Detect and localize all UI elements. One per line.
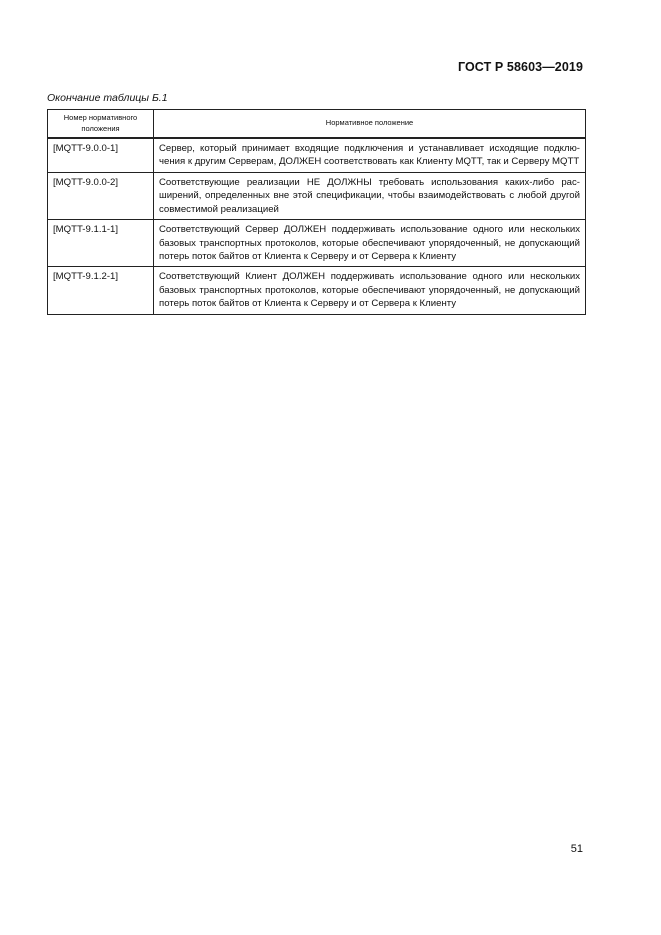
provision-id-cell: [MQTT-9.1.2-1]	[48, 267, 154, 314]
provision-id-cell: [MQTT-9.0.0-1]	[48, 138, 154, 172]
document-code: ГОСТ Р 58603—2019	[457, 60, 583, 74]
provision-id-cell: [MQTT-9.1.1-1]	[48, 220, 154, 267]
table-row	[48, 267, 586, 314]
column-header-provision: Нормативное положение	[154, 110, 586, 139]
table-row	[48, 172, 586, 219]
table-row	[48, 220, 586, 267]
table-header-row	[48, 110, 586, 139]
normative-provisions-table	[47, 109, 586, 315]
table-row	[48, 138, 586, 172]
provision-id-cell: [MQTT-9.0.0-2]	[48, 172, 154, 219]
provision-text-cell: Соответствующие реализации НЕ ДОЛЖНЫ требовать использования каких-либо расширений, определенных вне этой спецификации, чтобы взаимодействовать с любой другой совместимой реализацией	[154, 172, 586, 219]
provision-text-cell: Сервер, который принимает входящие подключения и устанавливает исходящие подключения к другим Серверам, ДОЛЖЕН соответствовать как Клиенту MQTT, так и Серверу MQTT	[154, 138, 586, 172]
page-number: 51	[570, 843, 583, 855]
provision-text-cell: Соответствующий Сервер ДОЛЖЕН поддерживать использование одного или нескольких базовых транспортных протоколов, которые обеспечивают упорядоченный, не допускающий потерь поток байтов от Клиента к Серверу и от Сервера к Клиенту	[154, 220, 586, 267]
table-caption: Окончание таблицы Б.1	[47, 92, 168, 104]
provision-text-cell: Соответствующий Клиент ДОЛЖЕН поддерживать использование одного или нескольких базовых транспортных протоколов, которые обеспечивают упорядоченный, не допускающий потерь поток байтов от Клиента к Серверу и от Сервера к Клиенту	[154, 267, 586, 314]
column-header-number: Номер нормативного положения	[48, 110, 154, 139]
